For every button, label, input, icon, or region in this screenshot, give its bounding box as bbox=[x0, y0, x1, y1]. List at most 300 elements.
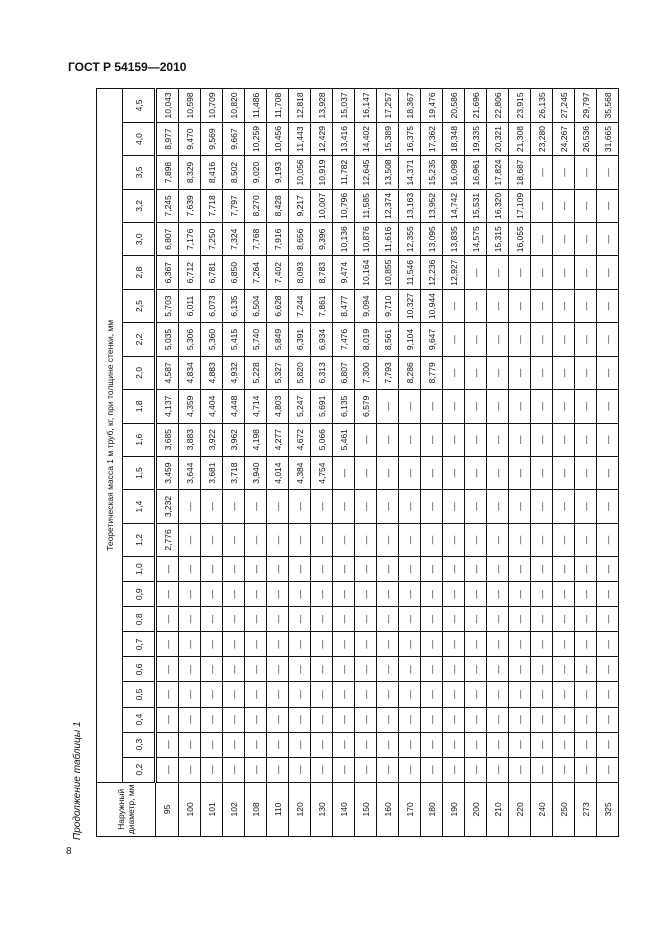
empty-mass-cell: — bbox=[443, 607, 465, 632]
empty-mass-cell: — bbox=[377, 490, 399, 523]
empty-mass-cell: — bbox=[597, 607, 619, 632]
mass-cell: 4,834 bbox=[179, 356, 201, 389]
empty-mass-cell: — bbox=[509, 356, 531, 389]
empty-mass-cell: — bbox=[597, 732, 619, 757]
empty-mass-cell: — bbox=[597, 156, 619, 189]
empty-mass-cell: — bbox=[531, 323, 553, 356]
empty-mass-cell: — bbox=[597, 390, 619, 423]
empty-mass-cell: — bbox=[575, 490, 597, 523]
mass-cell: 10,456 bbox=[267, 122, 289, 155]
mass-cell: 10,259 bbox=[245, 122, 267, 155]
thickness-header: 0,8 bbox=[123, 607, 156, 632]
mass-cell: 15,037 bbox=[333, 89, 355, 123]
mass-cell: 10,796 bbox=[333, 189, 355, 222]
mass-cell: 4,198 bbox=[245, 423, 267, 456]
mass-cell: 22,806 bbox=[487, 89, 509, 123]
mass-cell: 7,768 bbox=[245, 223, 267, 256]
mass-cell: 6,807 bbox=[156, 223, 179, 256]
empty-mass-cell: — bbox=[201, 682, 223, 707]
mass-cell: 6,934 bbox=[311, 323, 333, 356]
empty-mass-cell: — bbox=[597, 632, 619, 657]
empty-mass-cell: — bbox=[377, 732, 399, 757]
empty-mass-cell: — bbox=[267, 757, 289, 782]
empty-mass-cell: — bbox=[377, 423, 399, 456]
thickness-header: 0,4 bbox=[123, 707, 156, 732]
diameter-cell: 110 bbox=[267, 782, 289, 836]
empty-mass-cell: — bbox=[289, 682, 311, 707]
empty-mass-cell: — bbox=[553, 607, 575, 632]
mass-cell: 6,504 bbox=[245, 289, 267, 322]
empty-mass-cell: — bbox=[421, 490, 443, 523]
empty-mass-cell: — bbox=[443, 490, 465, 523]
diameter-cell: 95 bbox=[156, 782, 179, 836]
mass-cell: 9,474 bbox=[333, 256, 355, 289]
empty-mass-cell: — bbox=[531, 732, 553, 757]
empty-mass-cell: — bbox=[531, 156, 553, 189]
empty-mass-cell: — bbox=[421, 557, 443, 582]
empty-mass-cell: — bbox=[553, 757, 575, 782]
empty-mass-cell: — bbox=[355, 657, 377, 682]
mass-cell: 7,898 bbox=[156, 156, 179, 189]
mass-cell: 9,569 bbox=[201, 122, 223, 155]
table-row bbox=[443, 89, 465, 837]
empty-mass-cell: — bbox=[597, 323, 619, 356]
mass-cell: 21,308 bbox=[509, 122, 531, 155]
table-row bbox=[311, 89, 333, 837]
empty-mass-cell: — bbox=[553, 557, 575, 582]
empty-mass-cell: — bbox=[443, 732, 465, 757]
mass-cell: 4,672 bbox=[289, 423, 311, 456]
empty-mass-cell: — bbox=[377, 456, 399, 489]
empty-mass-cell: — bbox=[465, 289, 487, 322]
mass-cell: 17,257 bbox=[377, 89, 399, 123]
empty-mass-cell: — bbox=[289, 557, 311, 582]
diameter-cell: 240 bbox=[531, 782, 553, 836]
table-row bbox=[487, 89, 509, 837]
mass-cell: 8,477 bbox=[333, 289, 355, 322]
table-row bbox=[597, 89, 619, 837]
empty-mass-cell: — bbox=[509, 607, 531, 632]
mass-cell: 9,104 bbox=[399, 323, 421, 356]
empty-mass-cell: — bbox=[333, 557, 355, 582]
mass-cell: 12,374 bbox=[377, 189, 399, 222]
mass-cell: 13,508 bbox=[377, 156, 399, 189]
empty-mass-cell: — bbox=[377, 707, 399, 732]
mass-cell: 5,035 bbox=[156, 323, 179, 356]
mass-cell: 8,329 bbox=[179, 156, 201, 189]
empty-mass-cell: — bbox=[531, 523, 553, 556]
empty-mass-cell: — bbox=[421, 390, 443, 423]
diameter-cell: 210 bbox=[487, 782, 509, 836]
mass-cell: 6,391 bbox=[289, 323, 311, 356]
empty-mass-cell: — bbox=[289, 582, 311, 607]
empty-mass-cell: — bbox=[421, 607, 443, 632]
thickness-header: 0,5 bbox=[123, 682, 156, 707]
empty-mass-cell: — bbox=[377, 582, 399, 607]
empty-mass-cell: — bbox=[179, 523, 201, 556]
empty-mass-cell: — bbox=[597, 657, 619, 682]
empty-mass-cell: — bbox=[465, 456, 487, 489]
mass-cell: 16,055 bbox=[509, 223, 531, 256]
empty-mass-cell: — bbox=[399, 490, 421, 523]
empty-mass-cell: — bbox=[531, 607, 553, 632]
mass-cell: 8,656 bbox=[289, 223, 311, 256]
table-row bbox=[399, 89, 421, 837]
empty-mass-cell: — bbox=[223, 732, 245, 757]
empty-mass-cell: — bbox=[201, 707, 223, 732]
mass-table-rotated bbox=[96, 88, 619, 837]
mass-cell: 15,315 bbox=[487, 223, 509, 256]
empty-mass-cell: — bbox=[289, 523, 311, 556]
empty-mass-cell: — bbox=[575, 582, 597, 607]
empty-mass-cell: — bbox=[355, 523, 377, 556]
empty-mass-cell: — bbox=[443, 707, 465, 732]
empty-mass-cell: — bbox=[553, 323, 575, 356]
empty-mass-cell: — bbox=[465, 323, 487, 356]
empty-mass-cell: — bbox=[575, 423, 597, 456]
empty-mass-cell: — bbox=[311, 757, 333, 782]
mass-cell: 10,876 bbox=[355, 223, 377, 256]
mass-cell: 9,217 bbox=[289, 189, 311, 222]
mass-cell: 7,861 bbox=[311, 289, 333, 322]
mass-cell: 20,321 bbox=[487, 122, 509, 155]
mass-cell: 5,228 bbox=[245, 356, 267, 389]
mass-cell: 8,416 bbox=[201, 156, 223, 189]
empty-mass-cell: — bbox=[531, 456, 553, 489]
mass-cell: 7,476 bbox=[333, 323, 355, 356]
thickness-header: 1,0 bbox=[123, 557, 156, 582]
empty-mass-cell: — bbox=[575, 156, 597, 189]
empty-mass-cell: — bbox=[421, 757, 443, 782]
diameter-cell: 120 bbox=[289, 782, 311, 836]
empty-mass-cell: — bbox=[443, 356, 465, 389]
empty-mass-cell: — bbox=[465, 557, 487, 582]
empty-mass-cell: — bbox=[553, 356, 575, 389]
empty-mass-cell: — bbox=[355, 732, 377, 757]
mass-cell: 6,135 bbox=[223, 289, 245, 322]
empty-mass-cell: — bbox=[553, 707, 575, 732]
mass-cell: 13,163 bbox=[399, 189, 421, 222]
mass-cell: 4,883 bbox=[201, 356, 223, 389]
mass-cell: 4,754 bbox=[311, 456, 333, 489]
thickness-header: 1,8 bbox=[123, 390, 156, 423]
empty-mass-cell: — bbox=[465, 682, 487, 707]
empty-mass-cell: — bbox=[597, 423, 619, 456]
mass-cell: 5,066 bbox=[311, 423, 333, 456]
diameter-cell: 150 bbox=[355, 782, 377, 836]
mass-cell: 16,147 bbox=[355, 89, 377, 123]
empty-mass-cell: — bbox=[487, 707, 509, 732]
empty-mass-cell: — bbox=[509, 582, 531, 607]
empty-mass-cell: — bbox=[399, 582, 421, 607]
table-row bbox=[289, 89, 311, 837]
empty-mass-cell: — bbox=[487, 523, 509, 556]
mass-cell: 13,835 bbox=[443, 223, 465, 256]
empty-mass-cell: — bbox=[201, 757, 223, 782]
empty-mass-cell: — bbox=[465, 657, 487, 682]
mass-cell: 26,135 bbox=[531, 89, 553, 123]
mass-cell: 4,384 bbox=[289, 456, 311, 489]
empty-mass-cell: — bbox=[399, 757, 421, 782]
mass-cell: 6,781 bbox=[201, 256, 223, 289]
mass-cell: 3,962 bbox=[223, 423, 245, 456]
thickness-header: 2,5 bbox=[123, 289, 156, 322]
empty-mass-cell: — bbox=[267, 732, 289, 757]
empty-mass-cell: — bbox=[531, 423, 553, 456]
mass-cell: 11,443 bbox=[289, 122, 311, 155]
empty-mass-cell: — bbox=[443, 390, 465, 423]
mass-cell: 9,647 bbox=[421, 323, 443, 356]
mass-cell: 5,691 bbox=[311, 390, 333, 423]
empty-mass-cell: — bbox=[443, 456, 465, 489]
empty-mass-cell: — bbox=[311, 490, 333, 523]
mass-cell: 10,919 bbox=[311, 156, 333, 189]
diameter-cell: 140 bbox=[333, 782, 355, 836]
empty-mass-cell: — bbox=[465, 632, 487, 657]
thickness-header: 1,2 bbox=[123, 523, 156, 556]
empty-mass-cell: — bbox=[575, 289, 597, 322]
mass-cell: 4,359 bbox=[179, 390, 201, 423]
mass-cell: 8,019 bbox=[355, 323, 377, 356]
mass-cell: 11,486 bbox=[245, 89, 267, 123]
empty-mass-cell: — bbox=[531, 582, 553, 607]
empty-mass-cell: — bbox=[355, 757, 377, 782]
empty-mass-cell: — bbox=[355, 490, 377, 523]
empty-mass-cell: — bbox=[575, 356, 597, 389]
empty-mass-cell: — bbox=[399, 423, 421, 456]
thickness-header: 0,7 bbox=[123, 632, 156, 657]
empty-mass-cell: — bbox=[156, 582, 179, 607]
mass-cell: 4,277 bbox=[267, 423, 289, 456]
empty-mass-cell: — bbox=[377, 632, 399, 657]
empty-mass-cell: — bbox=[443, 757, 465, 782]
thickness-header: 4,0 bbox=[123, 122, 156, 155]
diameter-cell: 100 bbox=[179, 782, 201, 836]
empty-mass-cell: — bbox=[465, 732, 487, 757]
thickness-header: 3,0 bbox=[123, 223, 156, 256]
diameter-cell: 190 bbox=[443, 782, 465, 836]
empty-mass-cell: — bbox=[509, 390, 531, 423]
mass-cell: 10,056 bbox=[289, 156, 311, 189]
empty-mass-cell: — bbox=[201, 582, 223, 607]
diameter-cell: 108 bbox=[245, 782, 267, 836]
empty-mass-cell: — bbox=[245, 707, 267, 732]
mass-cell: 5,703 bbox=[156, 289, 179, 322]
mass-cell: 8,779 bbox=[421, 356, 443, 389]
empty-mass-cell: — bbox=[267, 557, 289, 582]
mass-cell: 14,402 bbox=[355, 122, 377, 155]
thickness-header: 1,5 bbox=[123, 456, 156, 489]
empty-mass-cell: — bbox=[223, 523, 245, 556]
empty-mass-cell: — bbox=[399, 657, 421, 682]
empty-mass-cell: — bbox=[597, 490, 619, 523]
empty-mass-cell: — bbox=[597, 582, 619, 607]
empty-mass-cell: — bbox=[575, 757, 597, 782]
empty-mass-cell: — bbox=[333, 732, 355, 757]
mass-cell: 18,367 bbox=[399, 89, 421, 123]
mass-cell: 15,235 bbox=[421, 156, 443, 189]
mass-cell: 7,324 bbox=[223, 223, 245, 256]
empty-mass-cell: — bbox=[223, 682, 245, 707]
mass-cell: 6,807 bbox=[333, 356, 355, 389]
mass-cell: 8,270 bbox=[245, 189, 267, 222]
mass-cell: 6,367 bbox=[156, 256, 179, 289]
table-row bbox=[553, 89, 575, 837]
empty-mass-cell: — bbox=[421, 682, 443, 707]
empty-mass-cell: — bbox=[465, 707, 487, 732]
empty-mass-cell: — bbox=[399, 390, 421, 423]
empty-mass-cell: — bbox=[531, 356, 553, 389]
thickness-header: 2,0 bbox=[123, 356, 156, 389]
mass-cell: 9,710 bbox=[377, 289, 399, 322]
mass-cell: 9,667 bbox=[223, 122, 245, 155]
empty-mass-cell: — bbox=[597, 356, 619, 389]
empty-mass-cell: — bbox=[575, 456, 597, 489]
empty-mass-cell: — bbox=[333, 757, 355, 782]
mass-cell: 7,402 bbox=[267, 256, 289, 289]
empty-mass-cell: — bbox=[289, 607, 311, 632]
empty-mass-cell: — bbox=[509, 490, 531, 523]
empty-mass-cell: — bbox=[377, 657, 399, 682]
empty-mass-cell: — bbox=[553, 732, 575, 757]
empty-mass-cell: — bbox=[443, 632, 465, 657]
empty-mass-cell: — bbox=[421, 657, 443, 682]
empty-mass-cell: — bbox=[575, 607, 597, 632]
mass-cell: 16,375 bbox=[399, 122, 421, 155]
mass-cell: 3,644 bbox=[179, 456, 201, 489]
empty-mass-cell: — bbox=[223, 632, 245, 657]
mass-cell: 4,714 bbox=[245, 390, 267, 423]
mass-cell: 10,136 bbox=[333, 223, 355, 256]
mass-cell: 11,782 bbox=[333, 156, 355, 189]
empty-mass-cell: — bbox=[597, 289, 619, 322]
empty-mass-cell: — bbox=[575, 632, 597, 657]
empty-mass-cell: — bbox=[267, 582, 289, 607]
mass-cell: 18,348 bbox=[443, 122, 465, 155]
mass-cell: 10,164 bbox=[355, 256, 377, 289]
empty-mass-cell: — bbox=[553, 223, 575, 256]
mass-cell: 4,137 bbox=[156, 390, 179, 423]
empty-mass-cell: — bbox=[443, 557, 465, 582]
mass-cell: 10,944 bbox=[421, 289, 443, 322]
empty-mass-cell: — bbox=[289, 632, 311, 657]
empty-mass-cell: — bbox=[531, 707, 553, 732]
empty-mass-cell: — bbox=[156, 632, 179, 657]
mass-cell: 17,824 bbox=[487, 156, 509, 189]
mass-cell: 13,095 bbox=[421, 223, 443, 256]
empty-mass-cell: — bbox=[597, 256, 619, 289]
empty-mass-cell: — bbox=[223, 490, 245, 523]
empty-mass-cell: — bbox=[355, 632, 377, 657]
mass-cell: 8,428 bbox=[267, 189, 289, 222]
empty-mass-cell: — bbox=[487, 323, 509, 356]
empty-mass-cell: — bbox=[333, 607, 355, 632]
mass-header: Теоретическая масса 1 м труб, кг, при толщине стенки, мм bbox=[97, 89, 123, 783]
empty-mass-cell: — bbox=[289, 490, 311, 523]
mass-cell: 8,286 bbox=[399, 356, 421, 389]
table-row bbox=[575, 89, 597, 837]
diameter-cell: 170 bbox=[399, 782, 421, 836]
empty-mass-cell: — bbox=[487, 490, 509, 523]
empty-mass-cell: — bbox=[201, 557, 223, 582]
empty-mass-cell: — bbox=[575, 657, 597, 682]
empty-mass-cell: — bbox=[531, 390, 553, 423]
empty-mass-cell: — bbox=[399, 523, 421, 556]
empty-mass-cell: — bbox=[465, 423, 487, 456]
mass-cell: 12,355 bbox=[399, 223, 421, 256]
empty-mass-cell: — bbox=[487, 423, 509, 456]
mass-cell: 21,696 bbox=[465, 89, 487, 123]
mass-cell: 12,818 bbox=[289, 89, 311, 123]
empty-mass-cell: — bbox=[421, 632, 443, 657]
mass-cell: 7,797 bbox=[223, 189, 245, 222]
empty-mass-cell: — bbox=[245, 582, 267, 607]
mass-cell: 16,320 bbox=[487, 189, 509, 222]
empty-mass-cell: — bbox=[487, 607, 509, 632]
diameter-cell: 200 bbox=[465, 782, 487, 836]
empty-mass-cell: — bbox=[553, 682, 575, 707]
empty-mass-cell: — bbox=[311, 557, 333, 582]
mass-cell: 16,961 bbox=[465, 156, 487, 189]
diameter-cell: 325 bbox=[597, 782, 619, 836]
empty-mass-cell: — bbox=[355, 456, 377, 489]
mass-cell: 17,109 bbox=[509, 189, 531, 222]
empty-mass-cell: — bbox=[156, 607, 179, 632]
empty-mass-cell: — bbox=[421, 423, 443, 456]
empty-mass-cell: — bbox=[311, 632, 333, 657]
empty-mass-cell: — bbox=[355, 582, 377, 607]
mass-cell: 8,502 bbox=[223, 156, 245, 189]
mass-cell: 10,855 bbox=[377, 256, 399, 289]
empty-mass-cell: — bbox=[575, 323, 597, 356]
table-row bbox=[465, 89, 487, 837]
empty-mass-cell: — bbox=[553, 456, 575, 489]
empty-mass-cell: — bbox=[156, 682, 179, 707]
empty-mass-cell: — bbox=[531, 189, 553, 222]
mass-cell: 4,448 bbox=[223, 390, 245, 423]
mass-cell: 17,362 bbox=[421, 122, 443, 155]
mass-cell: 3,883 bbox=[179, 423, 201, 456]
mass-cell: 12,429 bbox=[311, 122, 333, 155]
mass-cell: 29,797 bbox=[575, 89, 597, 123]
empty-mass-cell: — bbox=[311, 682, 333, 707]
mass-cell: 6,313 bbox=[311, 356, 333, 389]
document-title: ГОСТ Р 54159—2010 bbox=[68, 60, 187, 74]
mass-cell: 10,598 bbox=[179, 89, 201, 123]
mass-cell: 7,245 bbox=[156, 189, 179, 222]
thickness-header: 0,6 bbox=[123, 657, 156, 682]
empty-mass-cell: — bbox=[465, 490, 487, 523]
mass-cell: 7,244 bbox=[289, 289, 311, 322]
empty-mass-cell: — bbox=[575, 256, 597, 289]
empty-mass-cell: — bbox=[465, 582, 487, 607]
empty-mass-cell: — bbox=[443, 523, 465, 556]
empty-mass-cell: — bbox=[311, 582, 333, 607]
empty-mass-cell: — bbox=[179, 682, 201, 707]
table-row bbox=[201, 89, 223, 837]
empty-mass-cell: — bbox=[575, 707, 597, 732]
mass-cell: 10,327 bbox=[399, 289, 421, 322]
mass-cell: 4,803 bbox=[267, 390, 289, 423]
empty-mass-cell: — bbox=[597, 223, 619, 256]
thickness-header: 0,3 bbox=[123, 732, 156, 757]
table-row bbox=[377, 89, 399, 837]
mass-cell: 14,575 bbox=[465, 223, 487, 256]
empty-mass-cell: — bbox=[289, 732, 311, 757]
empty-mass-cell: — bbox=[156, 707, 179, 732]
empty-mass-cell: — bbox=[597, 682, 619, 707]
empty-mass-cell: — bbox=[201, 632, 223, 657]
